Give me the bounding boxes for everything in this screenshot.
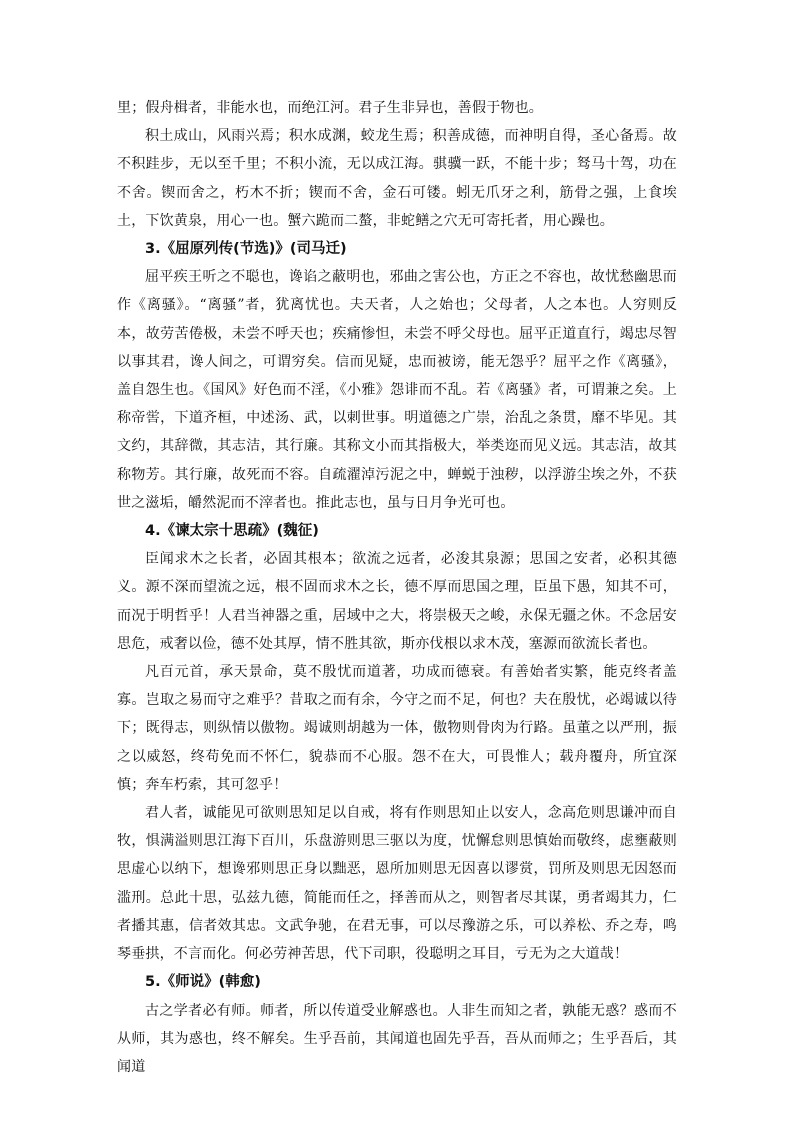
document-body: [117, 94, 677, 1081]
section-heading-quyuan: 3.《屈原列传(节选)》(司马迁): [145, 241, 347, 258]
paragraph-jiantaizong-2: 凡百元首，承天景命，莫不殷忧而道著，功成而德衰。有善始者实繁，能克终者盖寡。岂取之易而守之难乎？昔取之而有余，今守之而不足，何也？夫在殷忧，必竭诚以待下；既得志，则纵情以傲物。竭诚则胡越为一体，傲物则骨肉为行路。虽董之以严刑，振之以威怒，终苟免而不怀仁，貌恭而不心服。怨不在大，可畏惟人；载舟覆舟，所宜深慎；奔车朽索，其可忽乎！: [117, 664, 677, 793]
paragraph-jiantaizong-3: 君人者，诚能见可欲则思知足以自戒，将有作则思知止以安人，念高危则思谦冲而自牧，惧满溢则思江海下百川，乐盘游则思三驱以为度，忧懈怠则思慎始而敬终，虑壅蔽则思虚心以纳下，想谗邪则思正身以黜恶，恩所加则思无因喜以谬赏，罚所及则思无因怒而滥刑。总此十思，弘兹九德，简能而任之，择善而从之，则智者尽其谋，勇者竭其力，仁者播其惠，信者效其忠。文武争驰，在君无事，可以尽豫游之乐，可以养松、乔之寿，鸣琴垂拱，不言而化。何必劳神苦思，代下司职，役聪明之耳目，亏无为之大道哉！: [117, 805, 677, 963]
section-heading-shishuo: 5.《师说》(韩愈): [145, 974, 261, 991]
paragraph-quanxue-jitu: 积土成山，风雨兴焉；积水成渊，蛟龙生焉；积善成德，而神明自得，圣心备焉。故不积跬步，无以至千里；不积小流，无以成江海。骐骥一跃，不能十步；驽马十驾，功在不舍。锲而舍之，朽木不折；锲而不舍，金石可镂。蚓无爪牙之利，筋骨之强，上食埃土，下饮黄泉，用心一也。蟹六跪而二螯，非蛇鳝之穴无可寄托者，用心躁也。: [117, 128, 677, 229]
paragraph-shishuo: 古之学者必有师。师者，所以传道受业解惑也。人非生而知之者，孰能无惑？惑而不从师，其为惑也，终不解矣。生乎吾前，其闻道也固先乎吾，吾从而师之；生乎吾后，其闻道: [117, 1002, 677, 1075]
paragraph-quyuan: 屈平疾王听之不聪也，谗谄之蔽明也，邪曲之害公也，方正之不容也，故忧愁幽思而作《离骚》。“离骚”者，犹离忧也。夫天者，人之始也；父母者，人之本也。人穷则反本，故劳苦倦极，未尝不呼天也；疾痛惨怛，未尝不呼父母也。屈平正道直行，竭忠尽智以事其君，谗人间之，可谓穷矣。信而见疑，忠而被谤，能无怨乎？屈平之作《离骚》，盖自怨生也。《国风》好色而不淫，《小雅》怨诽而不乱。若《离骚》者，可谓兼之矣。上称帝喾，下道齐桓，中述汤、武，以刺世事。明道德之广崇，治乱之条贯，靡不毕见。其文约，其辞微，其志洁，其行廉。其称文小而其指极大，举类迩而见义远。其志洁，故其称物芳。其行廉，故死而不容。自疏濯淖污泥之中，蝉蜕于浊秽，以浮游尘埃之外，不获世之滋垢，皭然泥而不滓者也。推此志也，虽与日月争光可也。: [117, 269, 677, 511]
section-heading-jiantaizong: 4.《谏太宗十思疏》(魏征): [145, 523, 319, 540]
paragraph-quanxue-ending: 里；假舟楫者，非能水也，而绝江河。君子生非异也，善假于物也。: [117, 100, 543, 116]
paragraph-jiantaizong-1: 臣闻求木之长者，必固其根本；欲流之远者，必浚其泉源；思国之安者，必积其德义。源不深而望流之远，根不固而求木之长，德不厚而思国之理，臣虽下愚，知其不可，而况于明哲乎！人君当神器之重，居域中之大，将崇极天之峻，永保无疆之休。不念居安思危，戒奢以俭，德不处其厚，情不胜其欲，斯亦伐根以求木茂，塞源而欲流长者也。: [117, 551, 677, 652]
